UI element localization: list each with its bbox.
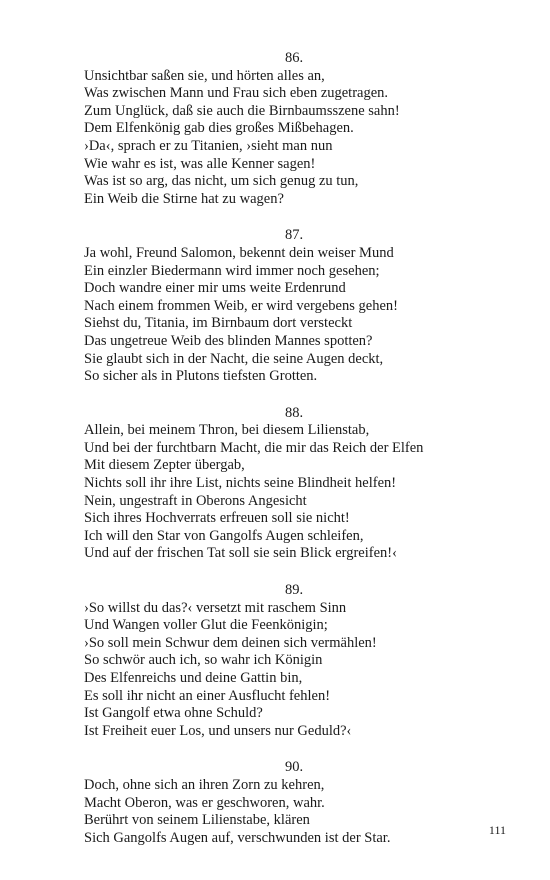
stanza-number: 90. — [284, 759, 304, 776]
verse-line: Was zwischen Mann und Frau sich eben zugetragen. — [84, 85, 389, 102]
stanza-number: 88. — [284, 404, 304, 421]
verse-line: Das ungetreue Weib des blinden Mannes spotten? — [84, 332, 373, 349]
stanza-number: 86. — [284, 50, 304, 66]
verse-line: Ist Gangolf etwa ohne Schuld? — [84, 705, 263, 722]
verse-line: Nach einem frommen Weib, er wird vergebens gehen! — [84, 297, 398, 314]
verse-line: Sie glaubt sich in der Nacht, die seine Augen deckt, — [84, 350, 384, 367]
verse-line: Dem Elfenkönig gab dies großes Mißbehagen. — [84, 120, 354, 137]
verse-line: Ja wohl, Freund Salomon, bekennt dein weiser Mund — [84, 244, 394, 261]
verse-line: Und auf der frischen Tat soll sie sein Blick ergreifen!‹ — [84, 545, 397, 562]
verse-line: Nein, ungestraft in Oberons Angesicht — [84, 492, 307, 509]
verse-line: Unsichtbar saßen sie, und hörten alles an, — [84, 67, 325, 84]
verse-line: Ich will den Star von Gangolfs Augen schleifen, — [84, 527, 364, 544]
stanza-number: 87. — [284, 227, 304, 244]
verse-line: So schwör auch ich, so wahr ich Königin — [84, 652, 323, 669]
stanza-number: 89. — [284, 582, 304, 599]
verse-line: Siehst du, Titania, im Birnbaum dort versteckt — [84, 315, 353, 332]
verse-line: Ist Freiheit euer Los, und unsers nur Geduld?‹ — [84, 722, 352, 739]
verse-line: Allein, bei meinem Thron, bei diesem Lilienstab, — [84, 422, 370, 439]
verse-line: Und bei der furchtbarn Macht, die mir das Reich der Elfen — [84, 439, 424, 456]
verse-line: Berührt von seinem Lilienstabe, klären — [84, 812, 310, 829]
stanza-86 — [84, 50, 484, 208]
stanza-90 — [84, 759, 484, 847]
verse-line: Zum Unglück, daß sie auch die Birnbaumsszene sahn! — [84, 102, 400, 119]
verse-line: Mit diesem Zepter übergab, — [84, 457, 245, 474]
verse-line: Sich ihres Hochverrats erfreuen soll sie nicht! — [84, 510, 350, 527]
stanza-87 — [84, 227, 484, 385]
verse-line: Ein einzler Biedermann wird immer noch gesehen; — [84, 262, 380, 279]
verse-line: Macht Oberon, was er geschworen, wahr. — [84, 794, 325, 811]
verse-line: Doch wandre einer mir ums weite Erdenrund — [84, 280, 346, 297]
verse-line: Was ist so arg, das nicht, um sich genug zu tun, — [84, 173, 359, 190]
verse-line: So sicher als in Plutons tiefsten Grotten. — [84, 368, 318, 385]
verse-line: ›So soll mein Schwur dem deinen sich vermählen! — [84, 634, 377, 651]
verse-line: Ein Weib die Stirne hat zu wagen? — [84, 190, 284, 207]
verse-line: Nichts soll ihr ihre List, nichts seine Blindheit helfen! — [84, 475, 397, 492]
stanza-89 — [84, 582, 484, 740]
verse-line: Doch, ohne sich an ihren Zorn zu kehren, — [84, 776, 325, 793]
verse-line: Und Wangen voller Glut die Feenkönigin; — [84, 617, 328, 634]
verse-line: ›So willst du das?‹ versetzt mit raschem Sinn — [84, 599, 347, 616]
verse-line: Wie wahr es ist, was alle Kenner sagen! — [84, 155, 316, 172]
verse-line: Es soll ihr nicht an einer Ausflucht fehlen! — [84, 687, 331, 704]
verse-line: ›Da‹, sprach er zu Titanien, ›sieht man nun — [84, 137, 333, 154]
page-number: 111 — [488, 823, 506, 837]
stanza-88 — [84, 405, 484, 563]
verse-line: Sich Gangolfs Augen auf, verschwunden ist der Star. — [84, 829, 391, 846]
verse-line: Des Elfenreichs und deine Gattin bin, — [84, 670, 303, 686]
poem-page — [84, 50, 484, 866]
